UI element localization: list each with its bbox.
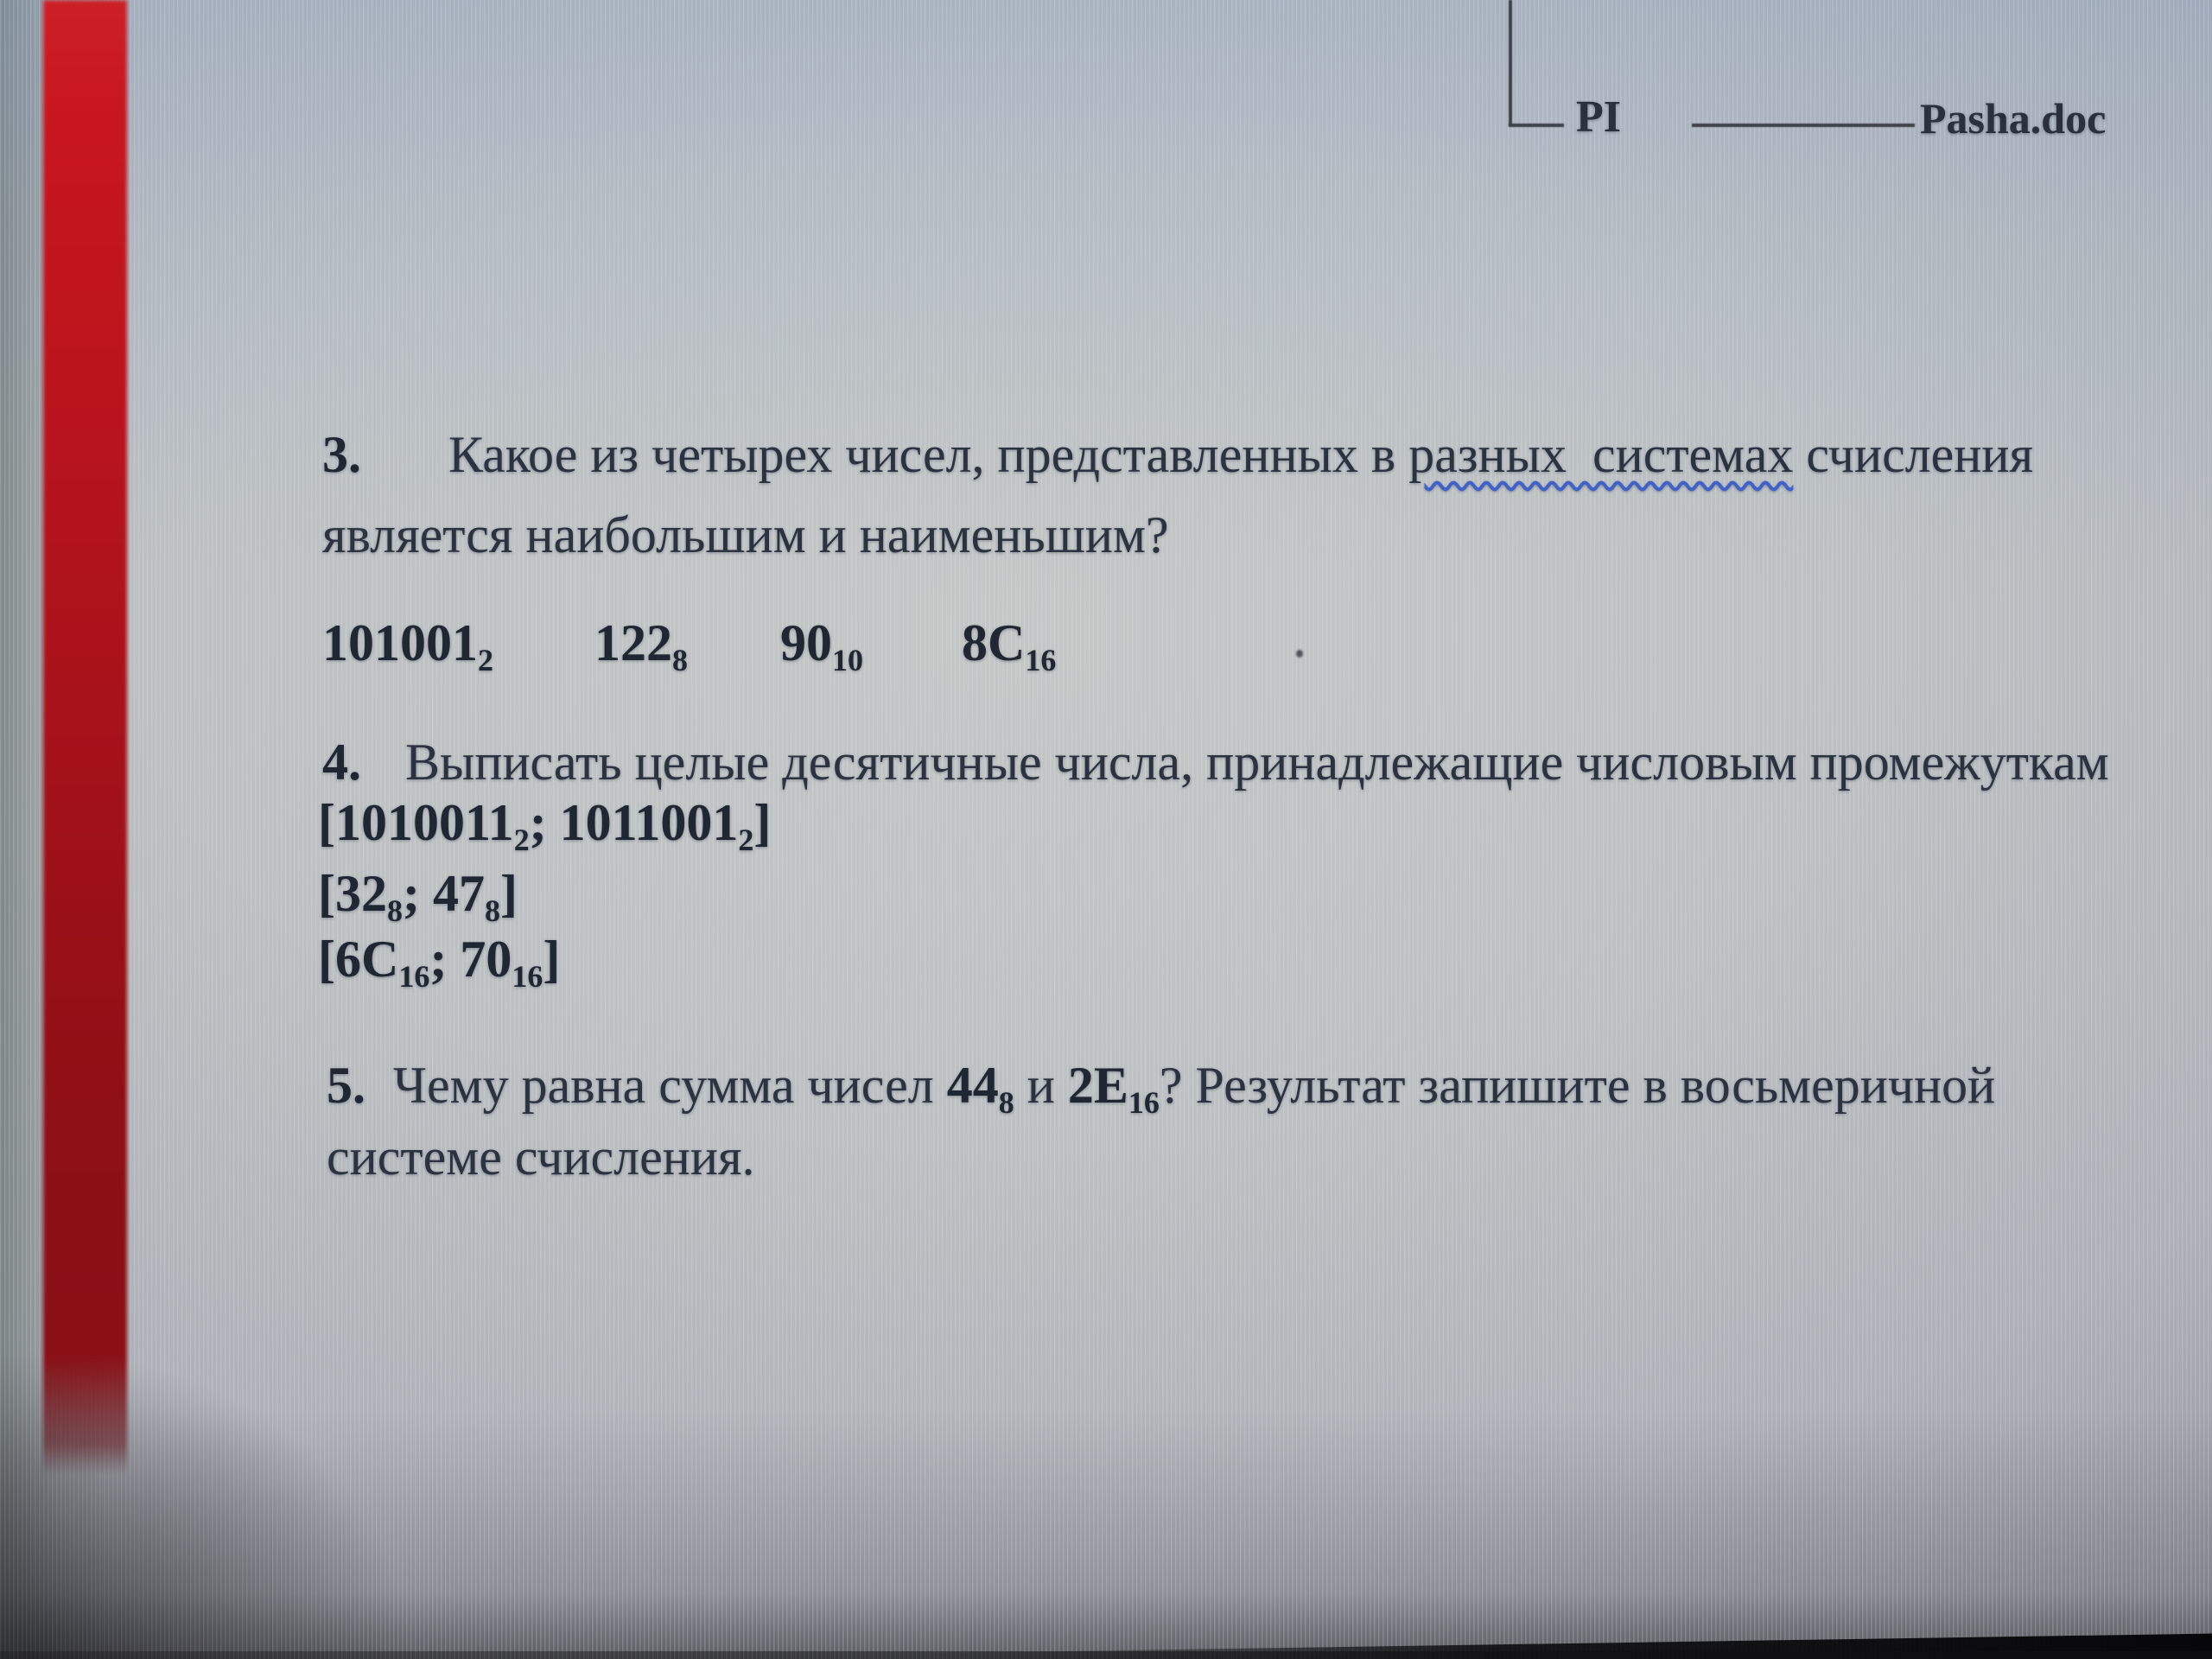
tree-connector-line bbox=[1692, 124, 1915, 127]
task3-text-suffix: счисления bbox=[1793, 426, 2034, 483]
base-subscript: 16 bbox=[1128, 1085, 1160, 1120]
dust-speck bbox=[1296, 650, 1303, 658]
task3-line2: является наибольшим и наименьшим? bbox=[322, 506, 1169, 563]
task4-range-binary: [$1010011_2$; $1011001_2$] bbox=[318, 794, 772, 857]
base-subscript: 2 bbox=[478, 643, 493, 677]
task5-part1: Чему равна сумма чисел bbox=[393, 1057, 947, 1114]
task4-number: 4. bbox=[322, 734, 361, 791]
tree-doc-label: Pasha.doc bbox=[1920, 94, 2107, 143]
task5-part2: ? Результат запишите в восьмеричной bbox=[1159, 1057, 1996, 1114]
task4-line1 bbox=[322, 733, 2109, 792]
task3-text-prefix: Какое из четырех чисел, представленных в bbox=[448, 426, 1409, 483]
task5-number: 5. bbox=[327, 1057, 365, 1114]
task5-line2: системе счисления. bbox=[327, 1128, 755, 1185]
base-subscript: 8 bbox=[386, 893, 403, 928]
task3-grammar-squiggle-text: разных системах bbox=[1408, 426, 1794, 483]
base-subscript: 10 bbox=[832, 643, 863, 677]
task5-addend2: $2E_{16}$ bbox=[1067, 1057, 1160, 1120]
task4-intro: Выписать целые десятичные числа, принадлежащие числовым промежуткам bbox=[405, 734, 2109, 791]
tree-node-label: PI bbox=[1576, 92, 1621, 142]
red-edge-strip bbox=[43, 0, 127, 1474]
base-subscript: 16 bbox=[1025, 643, 1057, 677]
task4-range-octal: [$32_8$; $47_8$] bbox=[318, 865, 518, 928]
base-subscript: 2 bbox=[738, 823, 754, 857]
task5-conj: и bbox=[1014, 1057, 1068, 1114]
base-subscript: 8 bbox=[672, 643, 688, 677]
task3-number-item: $101001_2$ bbox=[322, 614, 493, 677]
base-subscript: 16 bbox=[512, 959, 543, 994]
base-subscript: 8 bbox=[998, 1085, 1014, 1120]
base-subscript: 2 bbox=[513, 823, 530, 857]
task3-number-item: $8C_{16}$ bbox=[962, 614, 1057, 677]
task3-number-item: $90_{10}$ bbox=[780, 614, 863, 677]
base-subscript: 16 bbox=[398, 959, 430, 994]
base-subscript: 8 bbox=[484, 893, 500, 928]
bottom-left-shadow bbox=[0, 1348, 415, 1659]
task5-addend1: $44_8$ bbox=[946, 1057, 1014, 1120]
task3-number: 3. bbox=[322, 426, 361, 483]
photo-bottom-edge bbox=[0, 1651, 2212, 1659]
task5-line1 bbox=[327, 1056, 1996, 1120]
task3-line1 bbox=[322, 425, 2033, 485]
task3-number-item: $122_8$ bbox=[594, 614, 688, 677]
tree-corner-tick bbox=[1509, 124, 1564, 127]
task4-range-hex: [$6C_{16}$; $70_{16}$] bbox=[318, 931, 561, 994]
tree-vertical-line bbox=[1509, 0, 1512, 126]
